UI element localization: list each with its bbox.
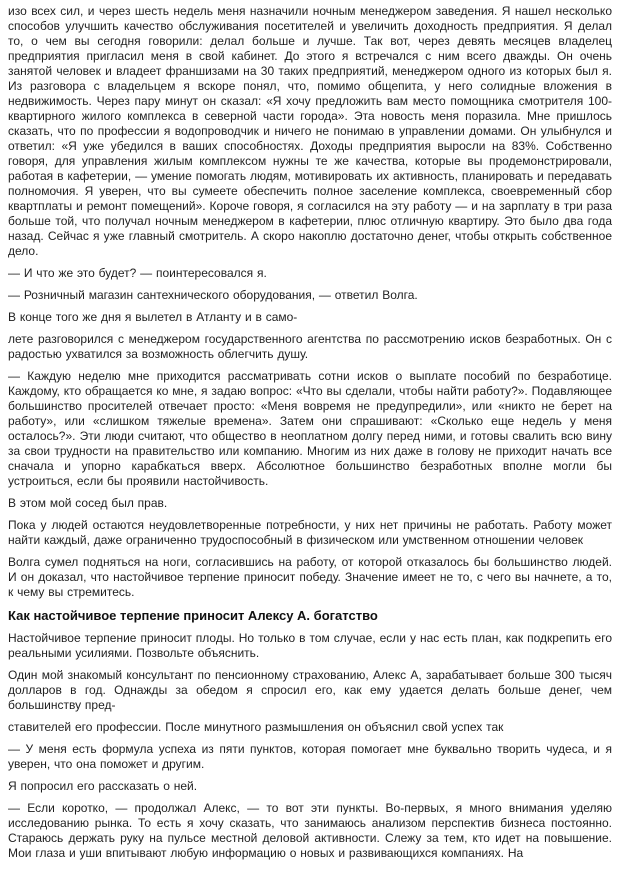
paragraph: — Каждую неделю мне приходится рассматривать сотни исков о выплате пособий по безработице. Каждому, кто обращается ко мне, я задаю вопрос: «Что вы сделали, чтобы найти работу?». Подавляющее большинство просителей отвечает просто: «Меня вовремя не предупредили», или «никто не берет на работу», или «слишком тяжелые времена». Затем они спрашивают: «Сколько еще недель у меня осталось?». Эти люди считают, что общество в неоплатном долгу перед ними, и готовы свалить всю вину за свои трудности на правительство или компанию. Многим из них даже в голову не приходит начать все сначала и упорно карабкаться вверх. Абсолютное большинство безработных вполне могли бы устроиться, если бы проявили настойчивость. — [8, 369, 612, 488]
paragraph: — Если коротко, — продолжал Алекс, — то вот эти пункты. Во-первых, я много внимания уделяю исследованию рынка. То есть я хочу сказать, что занимаюсь анализом перспектив бизнеса постоянно. Стараюсь держать руку на пульсе местной деловой активности. Слежу за тем, кто идет на повышение. Мои глаза и уши впитывают любую информацию о новых и развивающихся компаниях. На — [8, 801, 612, 860]
paragraph: Волга сумел подняться на ноги, согласившись на работу, от которой отказалось бы большинство людей. И он доказал, что настойчивое терпение приносит победу. Значение имеет не то, с чего вы начнете, а то, к чему вы стремитесь. — [8, 555, 612, 599]
paragraph: Один мой знакомый консультант по пенсионному страхованию, Алекс А, зарабатывает больше 300 тысяч долларов в год. Однажды за обедом я спросил его, как ему удается делать больше денег, чем большинству пред- — [8, 668, 612, 712]
paragraph: Настойчивое терпение приносит плоды. Но только в том случае, если у нас есть план, как подкрепить его реальными усилиями. Позвольте объяснить. — [8, 631, 612, 660]
paragraph: — И что же это будет? — поинтересовался я. — [8, 266, 267, 280]
paragraph: Пока у людей остаются неудовлетворенные потребности, у них нет причины не работать. Работу может найти каждый, даже ограниченно трудоспособный в физическом или умственном отношении человек — [8, 518, 612, 547]
paragraph: В конце того же дня я вылетел в Атланту и в само- — [8, 310, 298, 324]
paragraph: ставителей его профессии. После минутного размышления он объяснил свой успех так — [8, 720, 504, 734]
paragraph: Я попросил его рассказать о ней. — [8, 779, 198, 793]
paragraph: — Розничный магазин сантехнического оборудования, — ответил Волга. — [8, 288, 418, 302]
page-content — [8, 4, 612, 861]
paragraph: лете разговорился с менеджером государственного агентства по рассмотрению исков безработных. Он с радостью ухватился за возможность облегчить душу. — [8, 332, 612, 361]
paragraph: В этом мой сосед был прав. — [8, 496, 168, 510]
paragraph: — У меня есть формула успеха из пяти пунктов, которая помогает мне буквально творить чудеса, и я уверен, что она поможет и другим. — [8, 742, 612, 771]
section-heading: Как настойчивое терпение приносит Алексу А. богатство — [8, 608, 378, 623]
paragraph: изо всех сил, и через шесть недель меня назначили ночным менеджером заведения. Я нашел несколько способов улучшить качество обслуживания посетителей и увеличить доходность предприятия. Я делал то, о чем вы сегодня говорили: делал больше и лучше. Так вот, через девять месяцев владелец предприятия пригласил меня в свой кабинет. До этого я встречался с ним всего дважды. Он очень занятой человек и владеет франшизами на 30 таких предприятий, менеджером одного из которых был я. Из разговора с владельцем я вскоре понял, что, помимо общепита, у него солидные вложения в недвижимость. Через пару минут он сказал: «Я хочу предложить вам место помощника смотрителя 100-квартирного жилого комплекса в северной части города». Эта новость меня поразила. Мне пришлось сказать, что по профессии я водопроводчик и ничего не понимаю в управлении домами. Он улыбнулся и ответил: «Я уже убедился в ваших способностях. Доходы предприятия выросли на 83%. Собственно говоря, для управления жилым комплексом нужны те же качества, которые вы продемонстрировали, работая в кафетерии, — умение помогать людям, мотивировать их активность, планировать и передавать полномочия. Я уверен, что вы сумеете обеспечить полное заселение комплекса, своевременный сбор квартплаты и ремонт помещений». Короче говоря, я согласился на эту работу — и на зарплату в три раза больше той, что получал ночным менеджером в кафетерии, плюс отличную квартиру. Это было два года назад. Сейчас я уже главный смотритель. А скоро накоплю достаточно денег, чтобы открыть собственное дело. — [8, 4, 612, 258]
